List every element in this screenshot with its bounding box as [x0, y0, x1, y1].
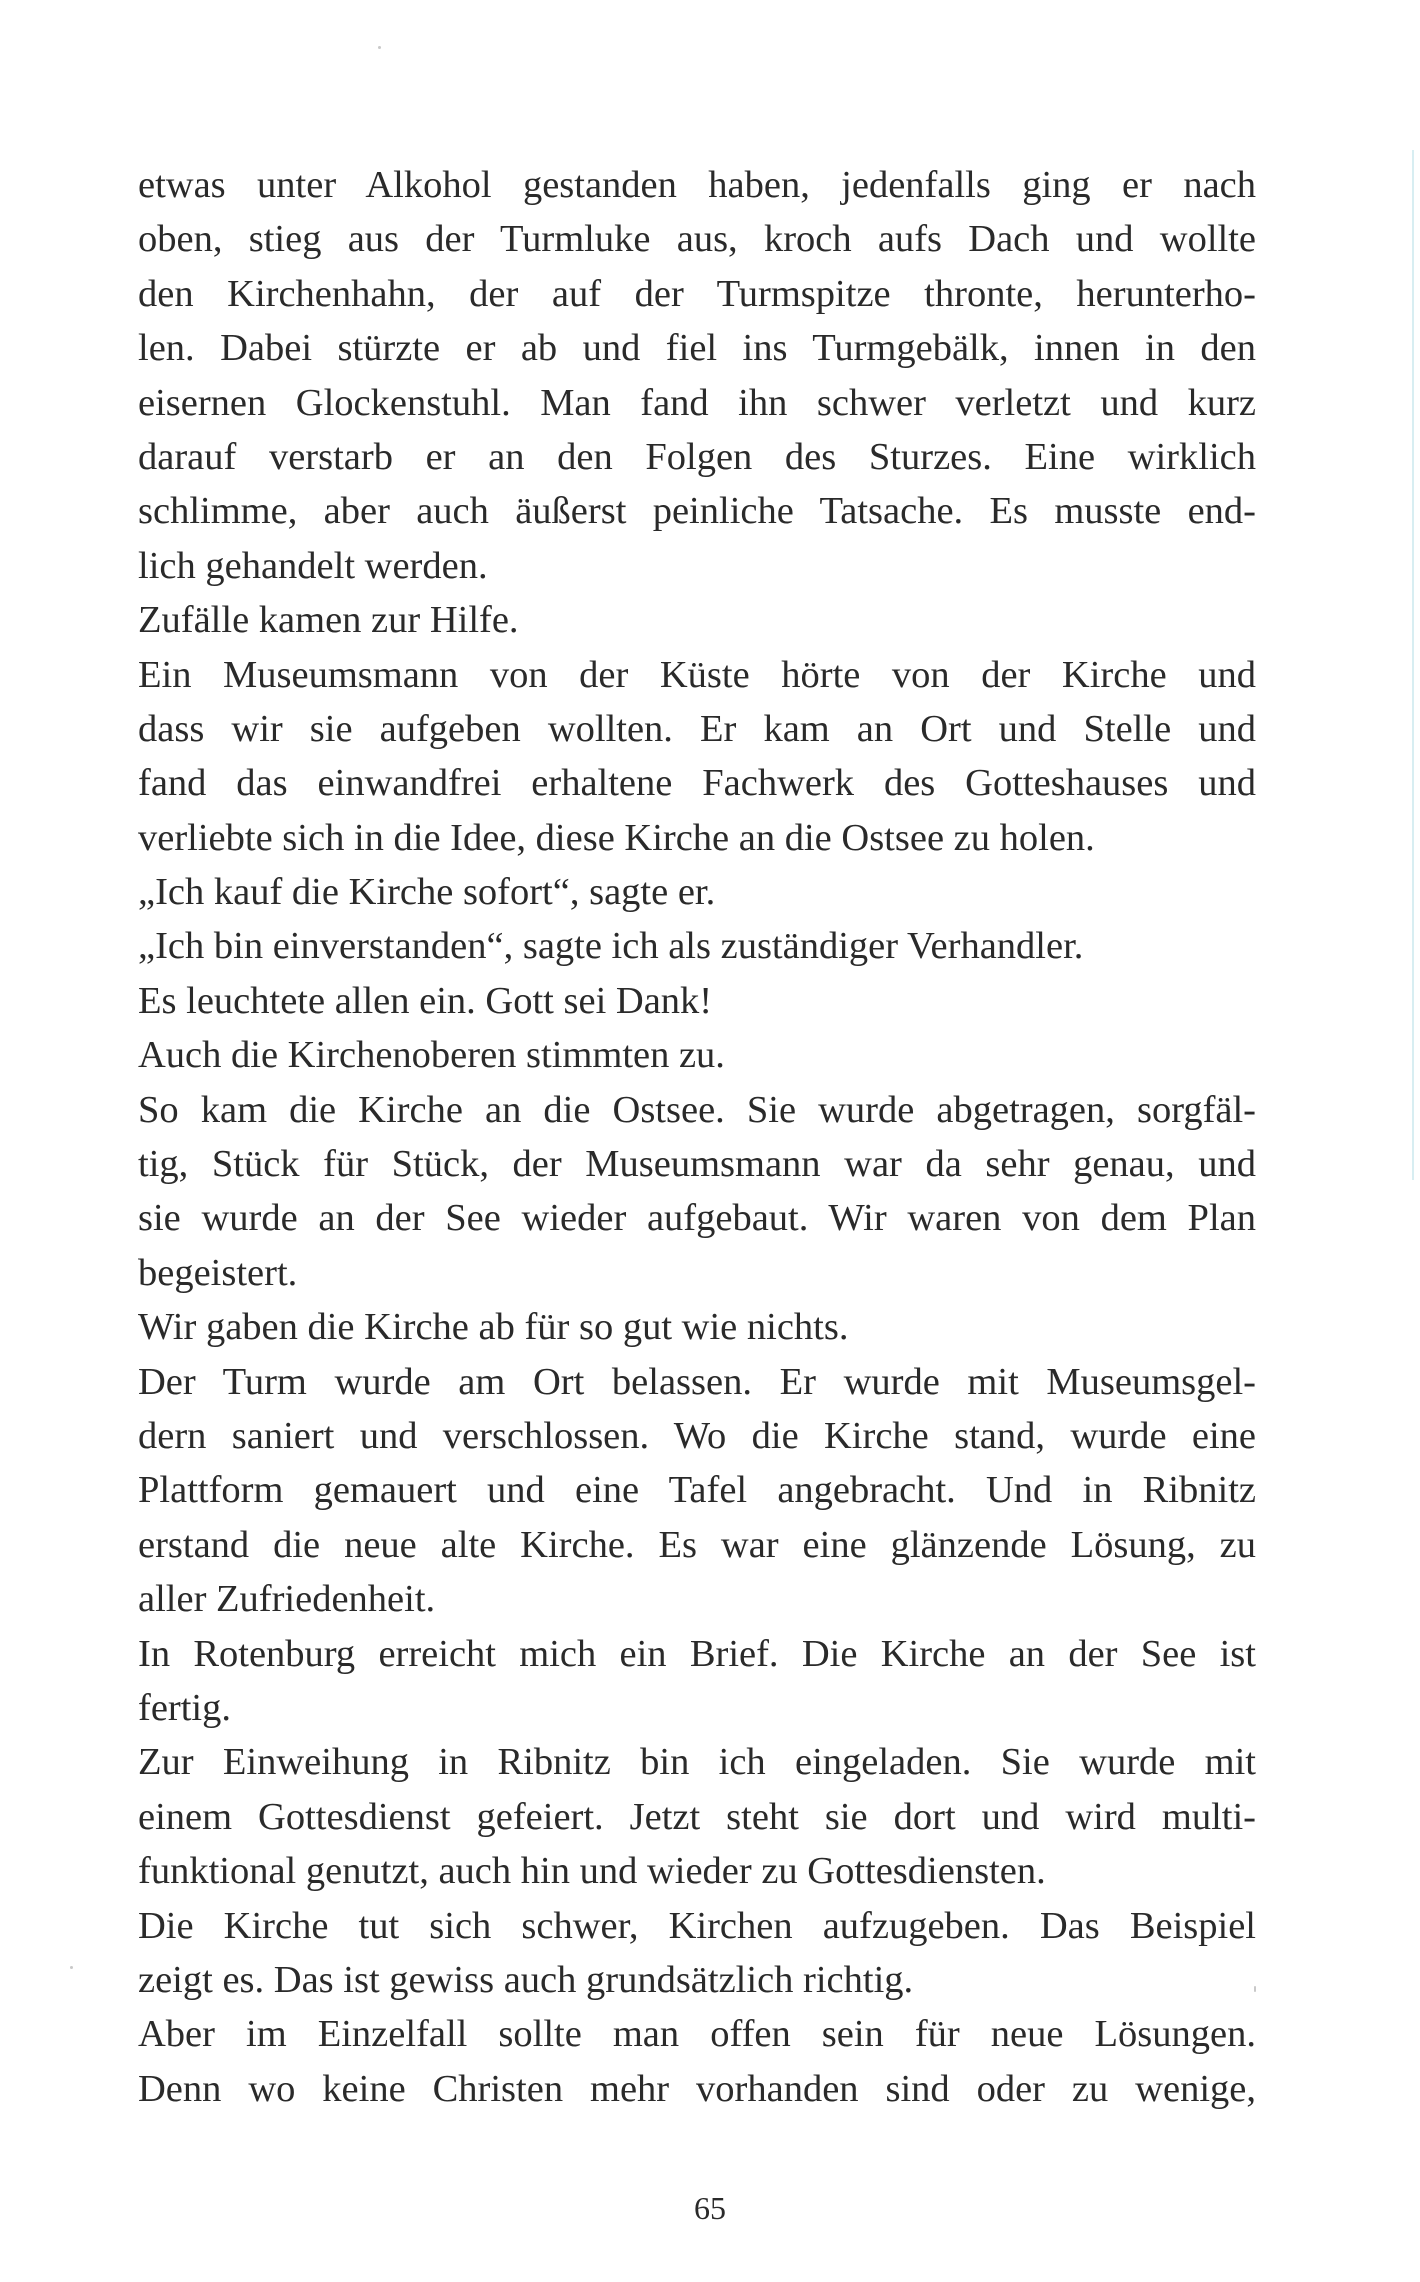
text-line: Zur Einweihung in Ribnitz bin ich eingeladen. Sie wurde mit [138, 1741, 1256, 1784]
text-line: darauf verstarb er an den Folgen des Sturzes. Eine wirklich [138, 435, 1256, 478]
text-line: begeistert. [138, 1251, 298, 1294]
text-line: len. Dabei stürzte er ab und fiel ins Turmgebälk, innen in den [138, 327, 1256, 370]
text-line: fertig. [138, 1686, 231, 1729]
text-line: verliebte sich in die Idee, diese Kirche an die Ostsee zu holen. [138, 816, 1095, 859]
text-line: sie wurde an der See wieder aufgebaut. Wir waren von dem Plan [138, 1197, 1256, 1240]
text-line: Zufälle kamen zur Hilfe. [138, 599, 519, 642]
text-line: So kam die Kirche an die Ostsee. Sie wurde abgetragen, sorgfäl- [138, 1088, 1256, 1131]
text-line: Die Kirche tut sich schwer, Kirchen aufzugeben. Das Beispiel [138, 1904, 1256, 1947]
text-line: dass wir sie aufgeben wollten. Er kam an Ort und Stelle und [138, 707, 1256, 750]
text-line: Plattform gemauert und eine Tafel angebracht. Und in Ribnitz [138, 1469, 1256, 1512]
text-line: schlimme, aber auch äußerst peinliche Tatsache. Es musste end- [138, 490, 1256, 533]
text-line: Ein Museumsmann von der Küste hörte von der Kirche und [138, 653, 1256, 696]
text-line: Denn wo keine Christen mehr vorhanden sind oder zu wenige, [138, 2067, 1256, 2110]
text-line: Auch die Kirchenoberen stimmten zu. [138, 1034, 725, 1077]
text-line: funktional genutzt, auch hin und wieder zu Gottesdiensten. [138, 1850, 1046, 1893]
text-line: „Ich kauf die Kirche sofort“, sagte er. [138, 871, 716, 914]
text-line: zeigt es. Das ist gewiss auch grundsätzlich richtig. [138, 1958, 914, 2001]
text-line: aller Zufriedenheit. [138, 1578, 436, 1621]
text-line: einem Gottesdienst gefeiert. Jetzt steht sie dort und wird multi- [138, 1795, 1256, 1838]
text-line: den Kirchenhahn, der auf der Turmspitze thronte, herunterho- [138, 272, 1256, 315]
text-line: Aber im Einzelfall sollte man offen sein für neue Lösungen. [138, 2013, 1256, 2056]
text-line: fand das einwandfrei erhaltene Fachwerk des Gotteshauses und [138, 762, 1256, 805]
page-number: 65 [694, 2190, 726, 2226]
text-line: etwas unter Alkohol gestanden haben, jedenfalls ging er nach [138, 164, 1256, 206]
text-line: Wir gaben die Kirche ab für so gut wie nichts. [138, 1306, 849, 1349]
text-line: erstand die neue alte Kirche. Es war eine glänzende Lösung, zu [138, 1523, 1256, 1566]
text-line: In Rotenburg erreicht mich ein Brief. Die Kirche an der See ist [138, 1632, 1256, 1675]
text-line: Es leuchtete allen ein. Gott sei Dank! [138, 979, 713, 1022]
scan-speck [378, 46, 381, 49]
text-line: tig, Stück für Stück, der Museumsmann war da sehr genau, und [138, 1143, 1256, 1186]
body-text [138, 158, 1256, 2116]
text-line: dern saniert und verschlossen. Wo die Kirche stand, wurde eine [138, 1414, 1256, 1457]
text-line: lich gehandelt werden. [138, 544, 488, 587]
page-edge-line [1412, 150, 1414, 1180]
text-line: oben, stieg aus der Turmluke aus, kroch aufs Dach und wollte [138, 218, 1256, 261]
text-line: „Ich bin einverstanden“, sagte ich als zuständiger Verhandler. [138, 925, 1084, 968]
scan-speck [70, 1966, 73, 1969]
text-line: eisernen Glockenstuhl. Man fand ihn schwer verletzt und kurz [138, 381, 1256, 424]
text-line: Der Turm wurde am Ort belassen. Er wurde mit Museumsgel- [138, 1360, 1256, 1403]
